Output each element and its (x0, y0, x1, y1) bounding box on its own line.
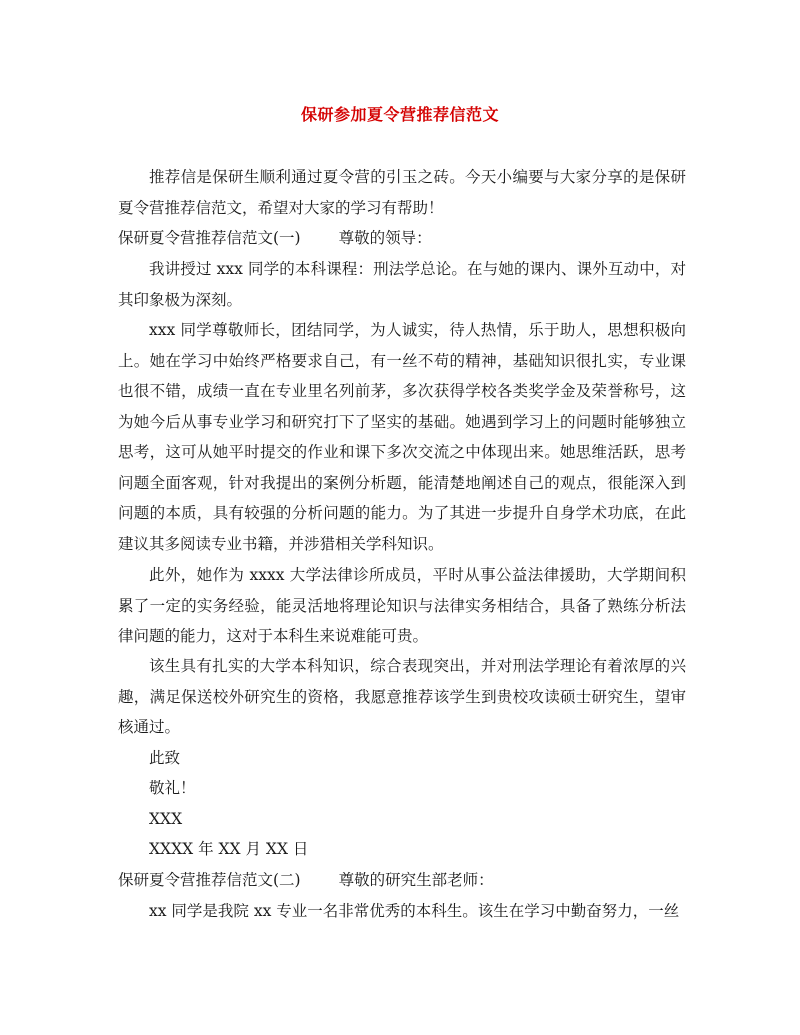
date-line: XXXX 年 XX 月 XX 日 (149, 840, 309, 858)
signature-line: XXX (149, 810, 183, 828)
section2-heading-title: 保研夏令营推荐信范文(二) (118, 871, 301, 889)
intro-paragraph: 推荐信是保研生顺利通过夏令营的引玉之砖。今天小编要与大家分享的是保研夏令营推荐信范文，希望对大家的学习有帮助！ (118, 168, 686, 217)
document-title: 保研参加夏令营推荐信范文 (300, 105, 499, 124)
section1-paragraph-1: 我讲授过 xxx 同学的本科课程：刑法学总论。在与她的课内、课外互动中，对其印象极为深刻。 (118, 260, 686, 309)
closing-line: 此致 (149, 749, 181, 767)
section2-salutation: 尊敬的研究生部老师： (338, 871, 494, 889)
section1-salutation: 尊敬的领导： (338, 229, 432, 247)
section1-paragraph-4: 该生具有扎实的大学本科知识，综合表现突出，并对刑法学理论有着浓厚的兴趣，满足保送校外研究生的资格，我愿意推荐该学生到贵校攻读硕士研究生，望审核通过。 (118, 657, 686, 736)
section1-heading (118, 223, 718, 254)
regards-line: 敬礼！ (149, 779, 196, 797)
section2-heading (118, 865, 718, 896)
section2-paragraph-1: xx 同学是我院 xx 专业一名非常优秀的本科生。该生在学习中勤奋努力，一丝 (149, 902, 680, 920)
section1-paragraph-3: 此外，她作为 xxxx 大学法律诊所成员，平时从事公益法律援助，大学期间积累了一定的实务经验，能灵活地将理论知识与法律实务相结合，具备了熟练分析法律问题的能力，这对于本科生来说难能可贵。 (118, 566, 686, 645)
section1-heading-title: 保研夏令营推荐信范文(一) (118, 229, 301, 247)
section1-paragraph-2: xxx 同学尊敬师长，团结同学，为人诚实，待人热情，乐于助人，思想积极向上。她在学习中始终严格要求自己，有一丝不苟的精神，基础知识很扎实，专业课也很不错，成绩一直在专业里名列前茅，多次获得学校各类奖学金及荣誉称号，这为她今后从事专业学习和研究打下了坚实的基础。她遇到学习上的问题时能够独立思考，这可从她平时提交的作业和课下多次交流之中体现出来。她思维活跃，思考问题全面客观，针对我提出的案例分析题，能清楚地阐述自己的观点，很能深入到问题的本质，具有较强的分析问题的能力。为了其进一步提升自身学术功底，在此建议其多阅读专业书籍，并涉猎相关学科知识。 (118, 321, 686, 553)
